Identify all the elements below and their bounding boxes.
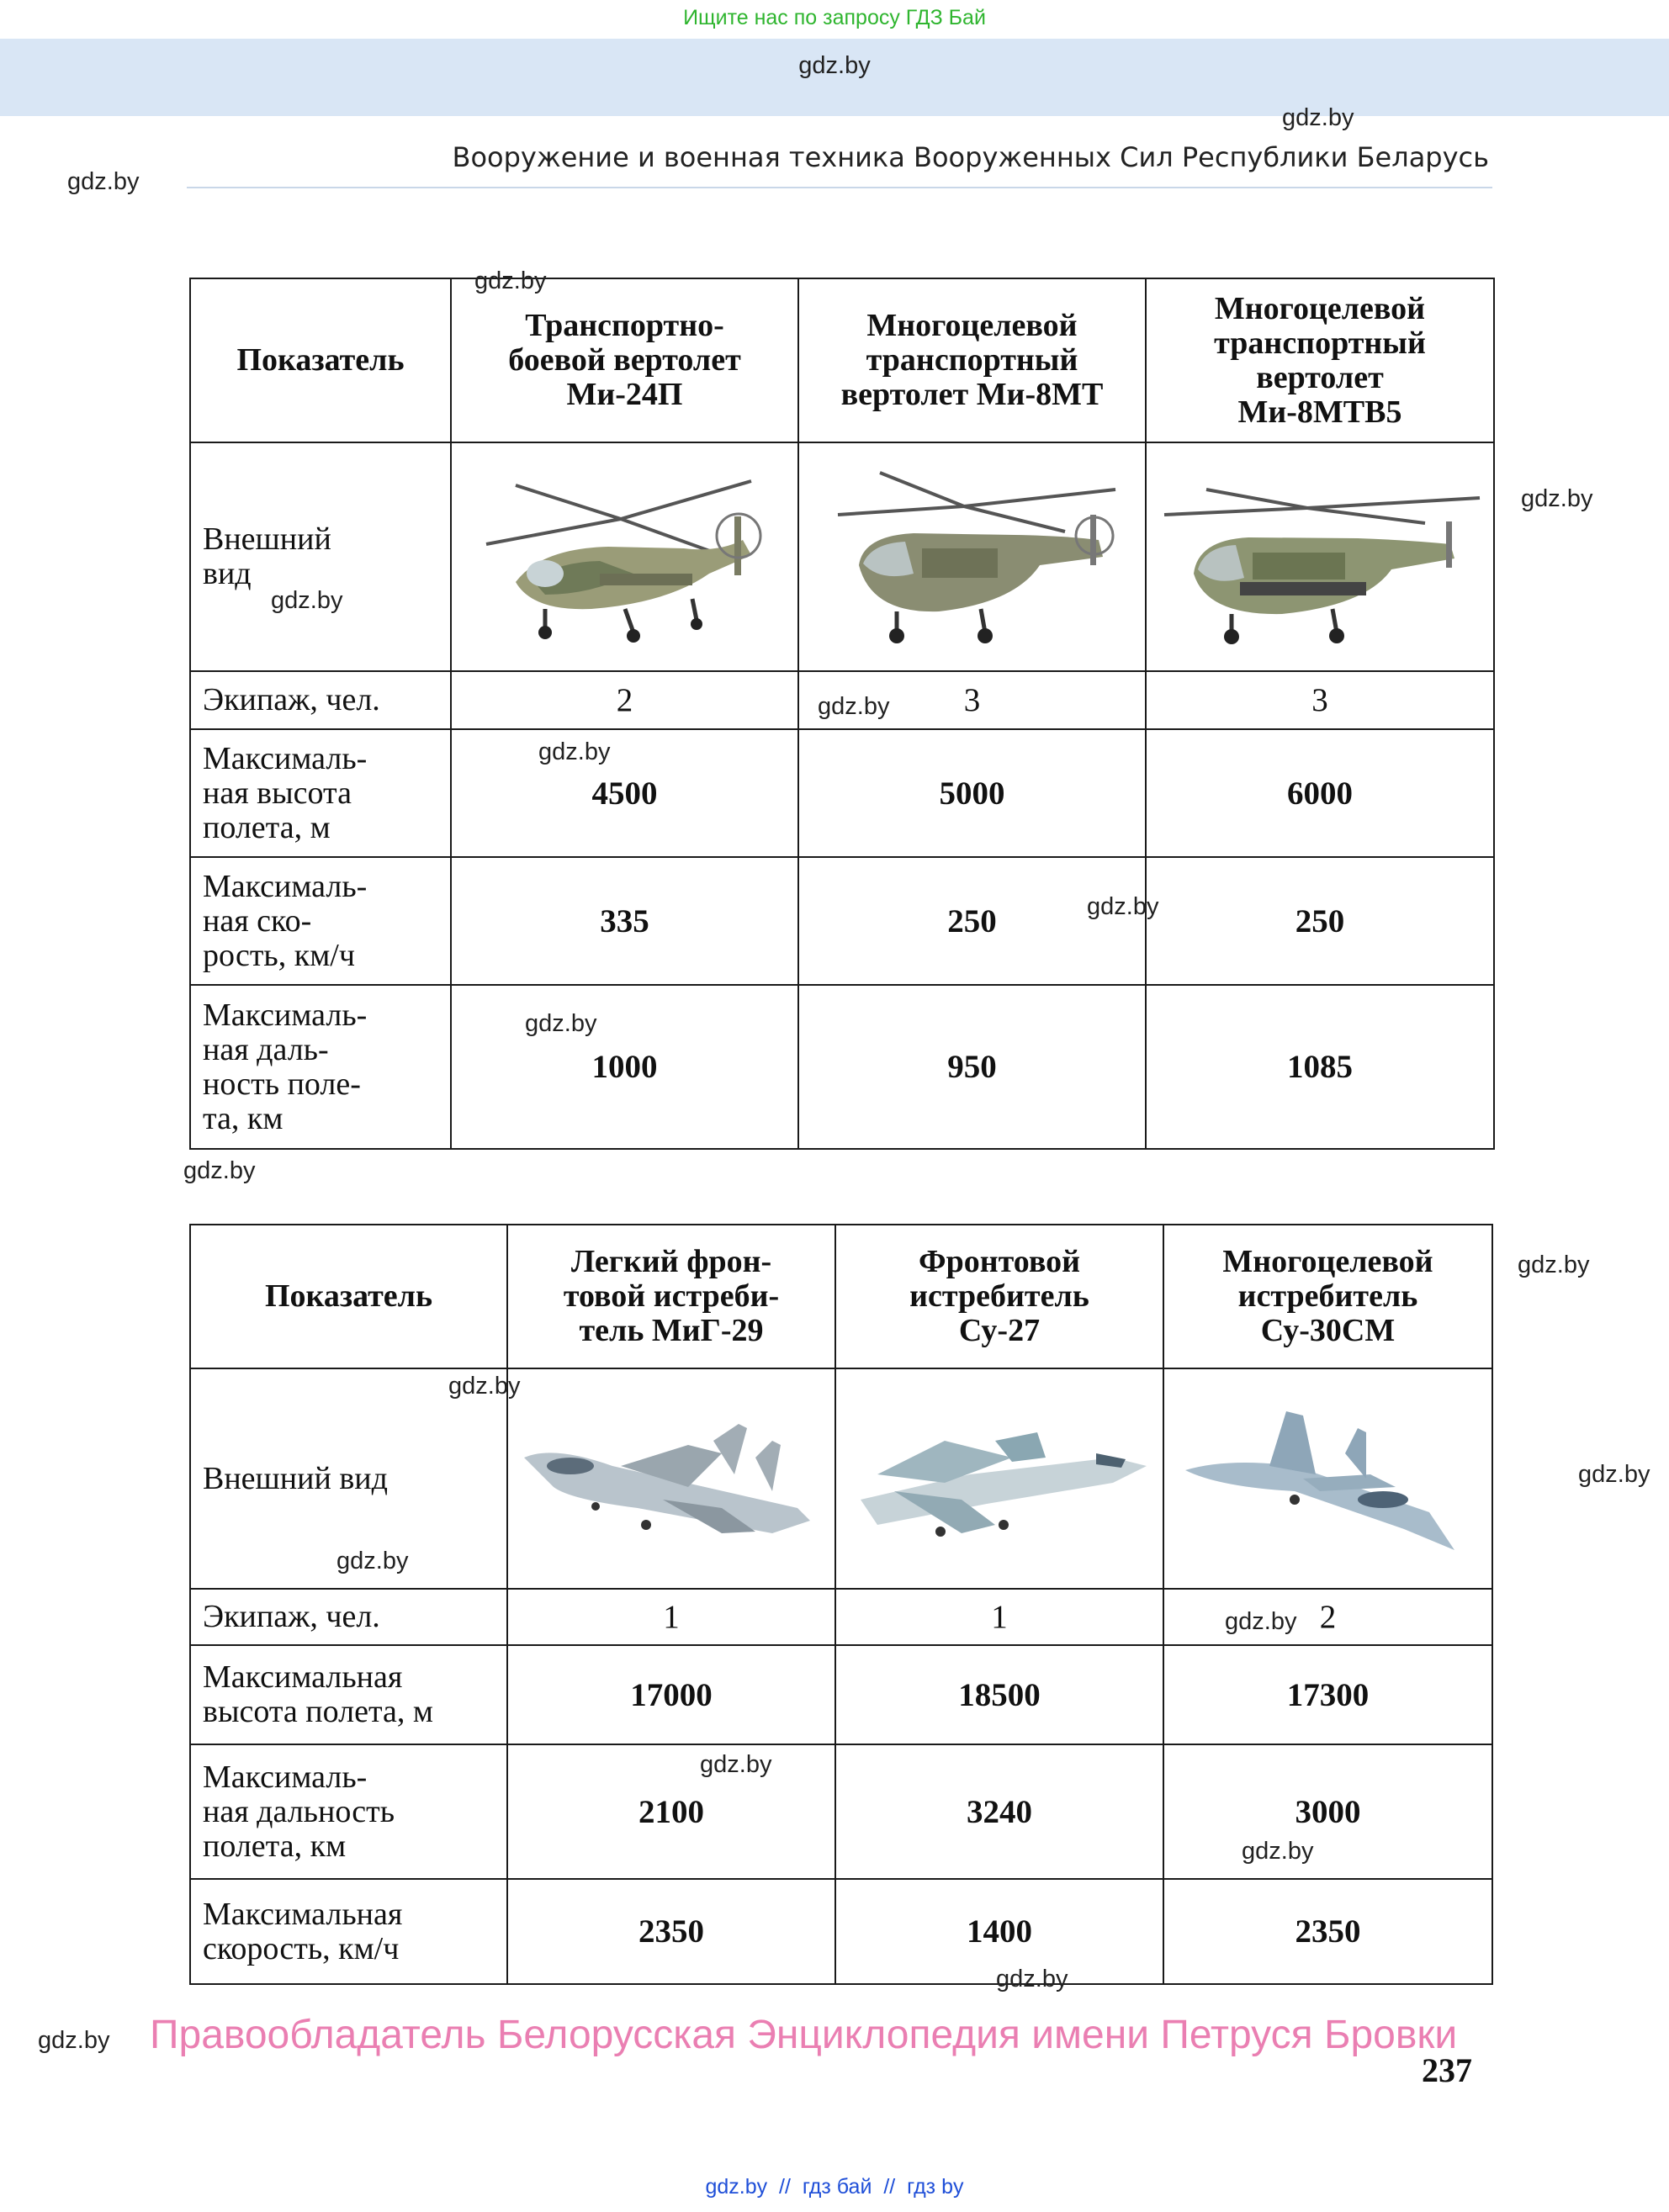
row-label-max-range: Максималь- ная дальность полета, км: [190, 1744, 507, 1879]
watermark: gdz.by: [1225, 1608, 1297, 1635]
row-label-crew: Экипаж, чел.: [190, 1589, 507, 1645]
range-mi8mt: 950: [798, 985, 1146, 1149]
image-su30sm: [1163, 1368, 1492, 1589]
range-mi8mtv5: 1085: [1146, 985, 1494, 1149]
column-header-mi8mt: Многоцелевой транспортный вертолет Ми-8МТ: [798, 278, 1146, 442]
watermark: gdz.by: [798, 52, 871, 79]
watermark: gdz.by: [525, 1010, 597, 1037]
fighter-mig29-illustration: [520, 1407, 823, 1550]
altitude-mi24p: 4500: [451, 729, 798, 857]
crew-su27: 1: [835, 1589, 1163, 1645]
watermark: gdz.by: [996, 1966, 1068, 1992]
crew-mi8mtv5: 3: [1146, 671, 1494, 729]
helicopter-mi8mt-illustration: [813, 456, 1132, 658]
row-label-max-speed: Максималь- ная ско- рость, км/ч: [190, 857, 451, 985]
speed-su27: 1400: [835, 1879, 1163, 1984]
watermark: gdz.by: [38, 2027, 110, 2054]
image-mi24p: [451, 442, 798, 671]
image-mi8mtv5: [1146, 442, 1494, 671]
speed-mi24p: 335: [451, 857, 798, 985]
image-mi8mt: [798, 442, 1146, 671]
row-label-crew: Экипаж, чел.: [190, 671, 451, 729]
speed-mi8mt: 250: [798, 857, 1146, 985]
altitude-mig29: 17000: [507, 1645, 835, 1744]
row-label-appearance: Внешний вид: [190, 442, 451, 671]
top-banner[interactable]: Ищите нас по запросу ГДЗ Бай: [683, 6, 986, 29]
crew-mi8mt: 3: [798, 671, 1146, 729]
crew-mig29: 1: [507, 1589, 835, 1645]
altitude-su30sm: 17300: [1163, 1645, 1492, 1744]
row-label-max-range: Максималь- ная даль- ность поле- та, км: [190, 985, 451, 1149]
image-su27: [835, 1368, 1163, 1589]
range-su27: 3240: [835, 1744, 1163, 1879]
speed-su30sm: 2350: [1163, 1879, 1492, 1984]
altitude-su27: 18500: [835, 1645, 1163, 1744]
helicopter-mi8mtv5-illustration: [1156, 456, 1484, 658]
column-header-mi24p: Транспортно- боевой вертолет Ми-24П: [451, 278, 798, 442]
fighter-su30sm-illustration: [1177, 1394, 1480, 1563]
range-mi24p: 1000: [451, 985, 798, 1149]
table-header-indicator: Показатель: [190, 278, 451, 442]
watermark: gdz.by: [183, 1157, 256, 1184]
watermark: gdz.by: [1518, 1252, 1590, 1278]
crew-su30sm: 2: [1163, 1589, 1492, 1645]
altitude-mi8mt: 5000: [798, 729, 1146, 857]
watermark: gdz.by: [818, 693, 890, 720]
page-header-title: Вооружение и военная техника Вооруженных Сил Республики Беларусь: [452, 141, 1489, 173]
fighter-su27-illustration: [844, 1407, 1155, 1550]
helicopter-mi24p-illustration: [465, 456, 785, 658]
range-su30sm: 3000: [1163, 1744, 1492, 1879]
column-header-mig29: Легкий фрон- товой истреби- тель МиГ-29: [507, 1225, 835, 1368]
row-label-appearance: Внешний вид: [190, 1368, 507, 1589]
watermark: gdz.by: [474, 267, 547, 294]
watermark: gdz.by: [1578, 1461, 1650, 1488]
header-divider: [187, 187, 1492, 188]
range-mig29: 2100: [507, 1744, 835, 1879]
watermark: gdz.by: [271, 587, 343, 614]
row-label-max-altitude: Максимальная высота полета, м: [190, 1645, 507, 1744]
watermark: gdz.by: [336, 1548, 409, 1574]
watermark: gdz.by: [1242, 1838, 1314, 1865]
table-header-indicator: Показатель: [190, 1225, 507, 1368]
altitude-mi8mtv5: 6000: [1146, 729, 1494, 857]
watermark: gdz.by: [67, 168, 140, 195]
watermark: gdz.by: [1521, 485, 1593, 512]
image-mig29: [507, 1368, 835, 1589]
page-number: 237: [1422, 2051, 1472, 2089]
watermark: gdz.by: [1087, 893, 1159, 920]
speed-mi8mtv5: 250: [1146, 857, 1494, 985]
aircraft-spec-table: [189, 1224, 1493, 1985]
crew-mi24p: 2: [451, 671, 798, 729]
column-header-su27: Фронтовой истребитель Су-27: [835, 1225, 1163, 1368]
watermark: gdz.by: [538, 738, 611, 765]
row-label-max-altitude: Максималь- ная высота полета, м: [190, 729, 451, 857]
row-label-max-speed: Максимальная скорость, км/ч: [190, 1879, 507, 1984]
column-header-mi8mtv5: Многоцелевой транспортный вертолет Ми-8МТВ5: [1146, 278, 1494, 442]
speed-mig29: 2350: [507, 1879, 835, 1984]
column-header-su30sm: Многоцелевой истребитель Су-30СМ: [1163, 1225, 1492, 1368]
watermark: gdz.by: [700, 1751, 772, 1778]
copyright-notice: Правообладатель Белорусская Энциклопедия имени Петруся Бровки: [150, 2013, 1458, 2057]
watermark: gdz.by: [1282, 104, 1354, 131]
footer-links[interactable]: gdz.by // гдз бай // гдз by: [705, 2175, 964, 2199]
watermark: gdz.by: [448, 1373, 521, 1400]
